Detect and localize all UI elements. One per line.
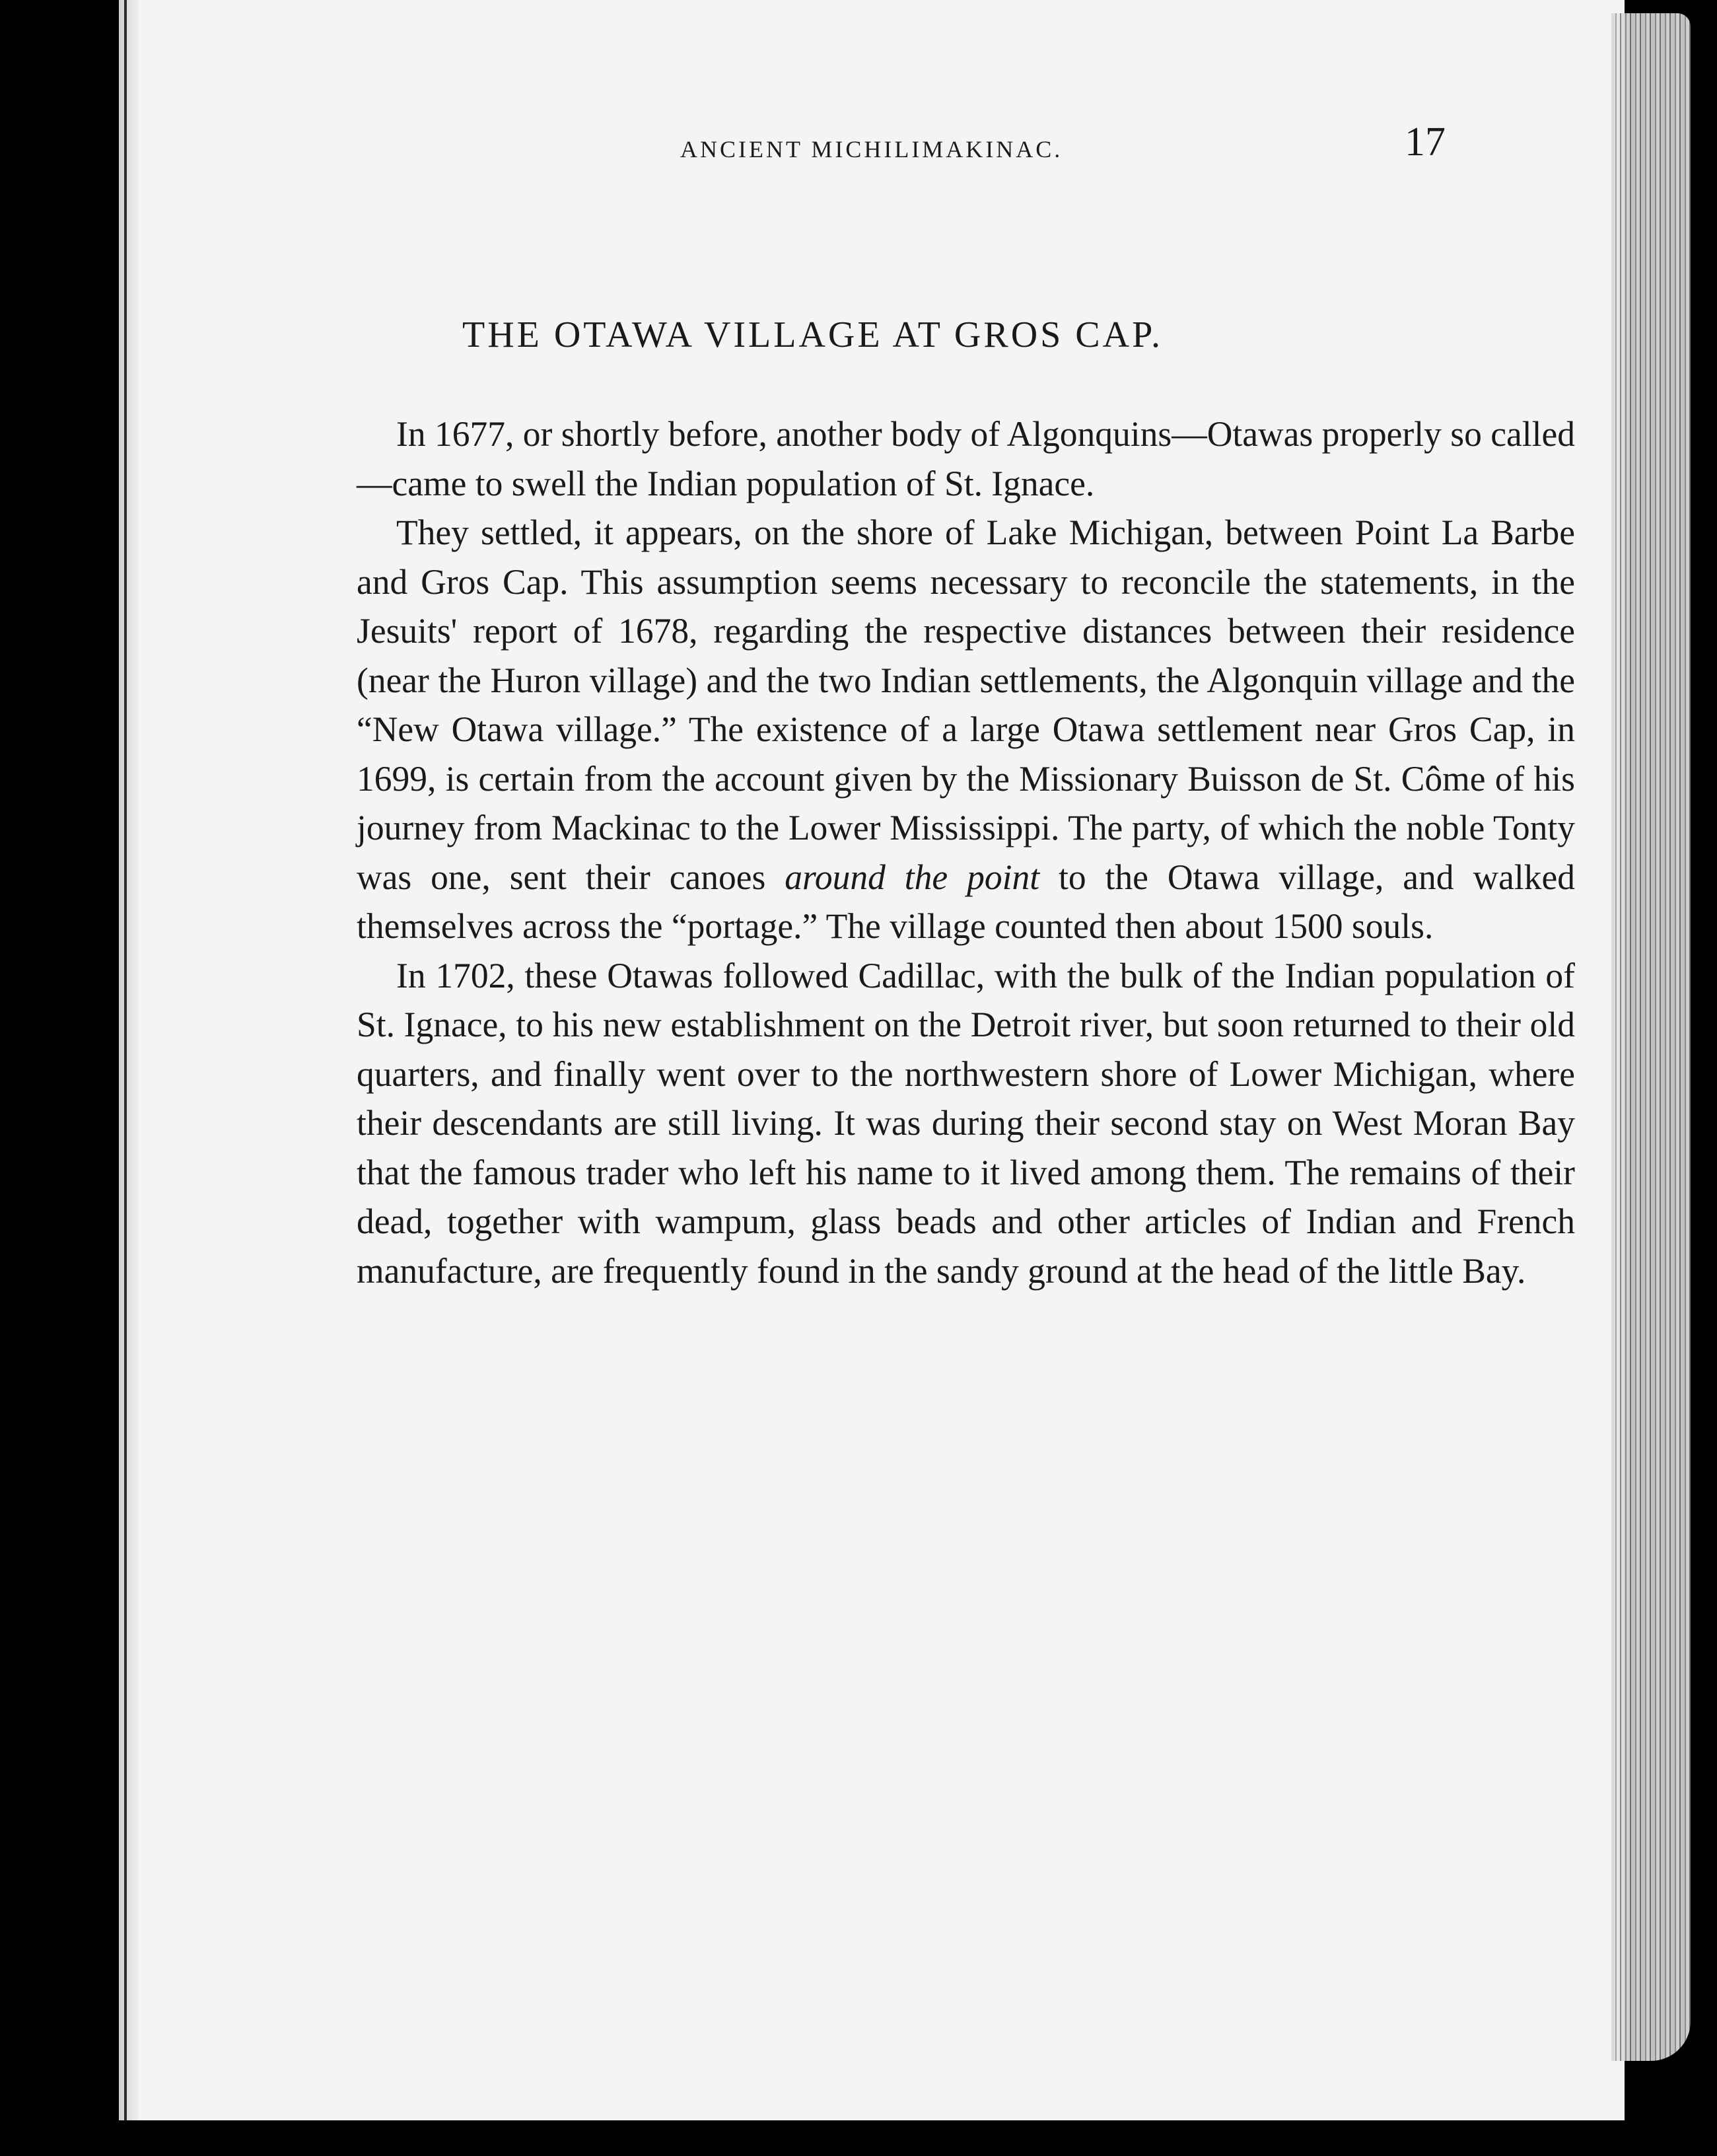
page-number: 17 bbox=[1405, 120, 1446, 164]
running-head: ANCIENT MICHILIMAKINAC. bbox=[680, 136, 1063, 162]
paragraph-3 bbox=[357, 951, 1575, 1296]
paragraph-3-text: In 1702, these Otawas followed Cadillac, with the bulk of the Indian population of St. Ignace, to his new establishment on the Detroit river, but soon returned to their old quarters, and finally went over to the northwestern shore of Lower Michigan, where their descendants are still living. It was during their second stay on West Moran Bay that the famous trader who left his name to it lived among them. The remains of their dead, together with wampum, glass beads and other articles of Indian and French manufacture, are frequently found in the sandy ground at the head of the little Bay. bbox=[357, 955, 1575, 1291]
paragraph-2-text-after: to the Otawa village, and walked themselves across the “portage.” The village counted then about 1500 souls. bbox=[357, 857, 1575, 946]
paragraph-1-text: In 1677, or shortly before, another body of Algonquins—Otawas properly so called—came to swell the Indian population of St. Ignace. bbox=[357, 414, 1575, 503]
book-page bbox=[119, 0, 1625, 2120]
section-title: THE OTAWA VILLAGE AT GROS CAP. bbox=[462, 314, 1164, 355]
page-edges bbox=[1611, 13, 1691, 2061]
page-gutter bbox=[119, 0, 139, 2120]
body-text bbox=[357, 410, 1575, 1295]
paragraph-2-italic: around the point bbox=[785, 857, 1040, 897]
paragraph-2-text-before: They settled, it appears, on the shore of Lake Michigan, between Point La Barbe and Gros Cap. This assumption seems necessary to reconcile the statements, in the Jesuits' report of 1678, regarding the respective distances between their residence (near the Huron village) and the two Indian settlements, the Algonquin village and the “New Otawa village.” The existence of a large Otawa settlement near Gros Cap, in 1699, is certain from the account given by the Missionary Buisson de St. Côme of his journey from Mackinac to the Lower Mississippi. The party, of which the noble Tonty was one, sent their canoes bbox=[357, 513, 1575, 897]
paragraph-2 bbox=[357, 508, 1575, 951]
gutter-binding-line bbox=[124, 0, 127, 2120]
paragraph-1 bbox=[357, 410, 1575, 508]
